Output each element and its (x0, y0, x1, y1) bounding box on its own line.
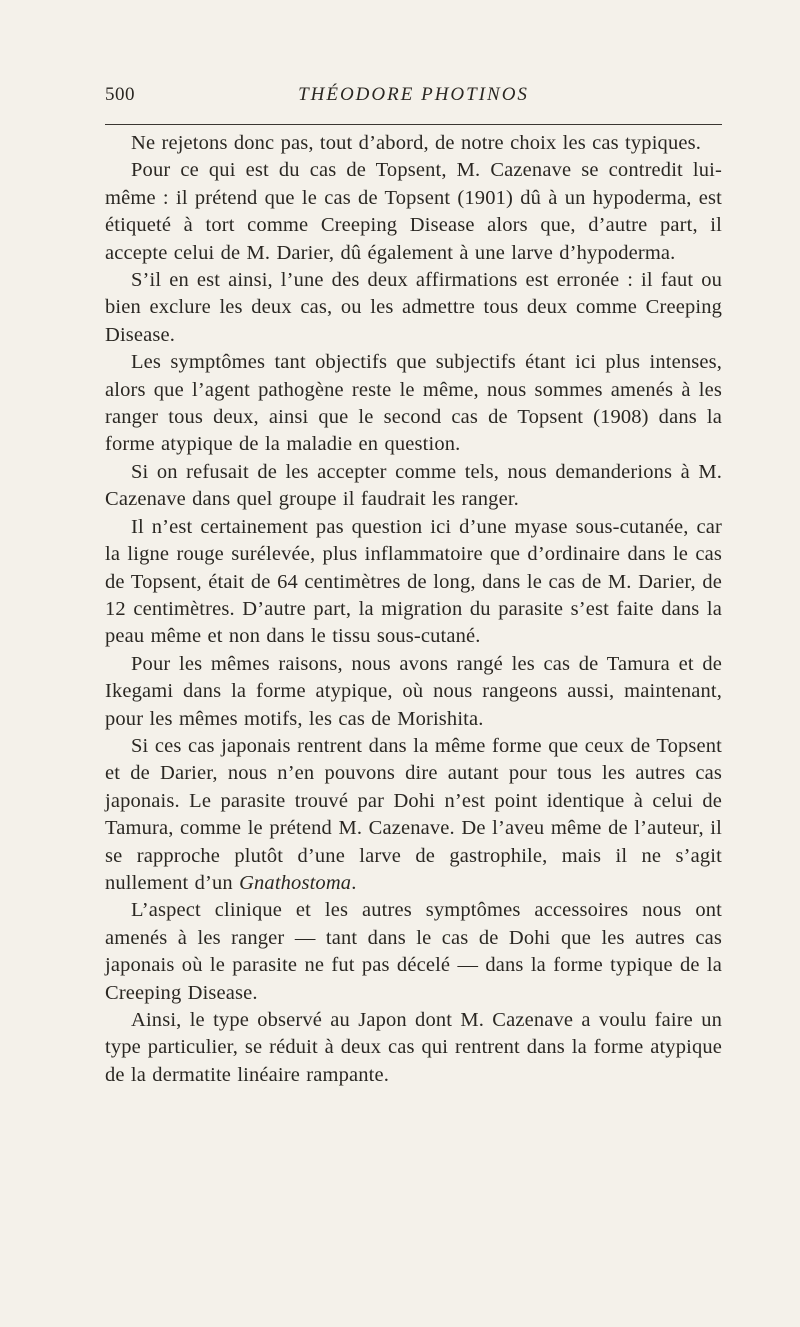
paragraph: Ne rejetons donc pas, tout d’abord, de notre choix les cas typiques. (131, 132, 701, 154)
paragraph: L’aspect clinique et les autres symptômes accessoires nous ont amenés à les ranger — tant dans le cas de Dohi que les autres cas japonais où le parasite ne fut pas décelé — dans la forme typique de la Creeping Disease. (105, 899, 722, 1004)
header-rule (105, 124, 722, 125)
running-title: THÉODORE PHOTINOS (298, 84, 529, 105)
paragraph: Il n’est certainement pas question ici d’une myase sous-cutanée, car la ligne rouge surélevée, plus inflammatoire que d’ordinaire dans le cas de Topsent, était de 64 centimètres de long, dans le cas de M. Darier, de 12 centimètres. D’autre part, la migration du parasite s’est faite dans la peau même et non dans le tissu sous-cutané. (105, 515, 722, 648)
paragraph: Ainsi, le type observé au Japon dont M. Cazenave a voulu faire un type particulier, se réduit à deux cas qui rentrent dans la forme atypique de la dermatite linéaire rampante. (105, 1009, 722, 1086)
paragraph (105, 733, 722, 897)
page-number: 500 (105, 84, 135, 105)
running-head (105, 84, 722, 112)
paragraph-end: . (351, 871, 357, 894)
body-text (105, 130, 722, 1089)
paragraph: S’il en est ainsi, l’une des deux affirmations est erronée : il faut ou bien exclure les deux cas, ou les admettre tous deux comme Creeping Disease. (105, 269, 722, 346)
paragraph: Si on refusait de les accepter comme tels, nous demanderions à M. Cazenave dans quel groupe il faudrait les ranger. (105, 460, 722, 511)
paragraph: Pour ce qui est du cas de Topsent, M. Cazenave se contredit lui-même : il prétend que le cas de Topsent (1901) dû à un hypoderma, est étiqueté à tort comme Creeping Disease alors que, d’autre part, il accepte celui de M. Darier, dû également à une larve d’hypoderma. (105, 159, 722, 264)
paragraph-text: Si ces cas japonais rentrent dans la même forme que ceux de Topsent et de Darier, nous n’en pouvons dire autant pour tous les autres cas japonais. Le parasite trouvé par Dohi n’est point identique à celui de Tamura, comme le prétend M. Cazenave. De l’aveu même de l’auteur, il se rapproche plutôt d’une larve de gastrophile, mais il ne s’agit nullement d’un (105, 734, 722, 894)
paragraph: Pour les mêmes raisons, nous avons rangé les cas de Tamura et de Ikegami dans la forme atypique, où nous rangeons aussi, maintenant, pour les mêmes motifs, les cas de Morishita. (105, 652, 722, 730)
paragraph: Les symptômes tant objectifs que subjectifs étant ici plus intenses, alors que l’agent pathogène reste le même, nous sommes amenés à les ranger tous deux, ainsi que le second cas de Topsent (1908) dans la forme atypique de la maladie en question. (105, 351, 722, 456)
genus-name: Gnathostoma (239, 871, 352, 894)
